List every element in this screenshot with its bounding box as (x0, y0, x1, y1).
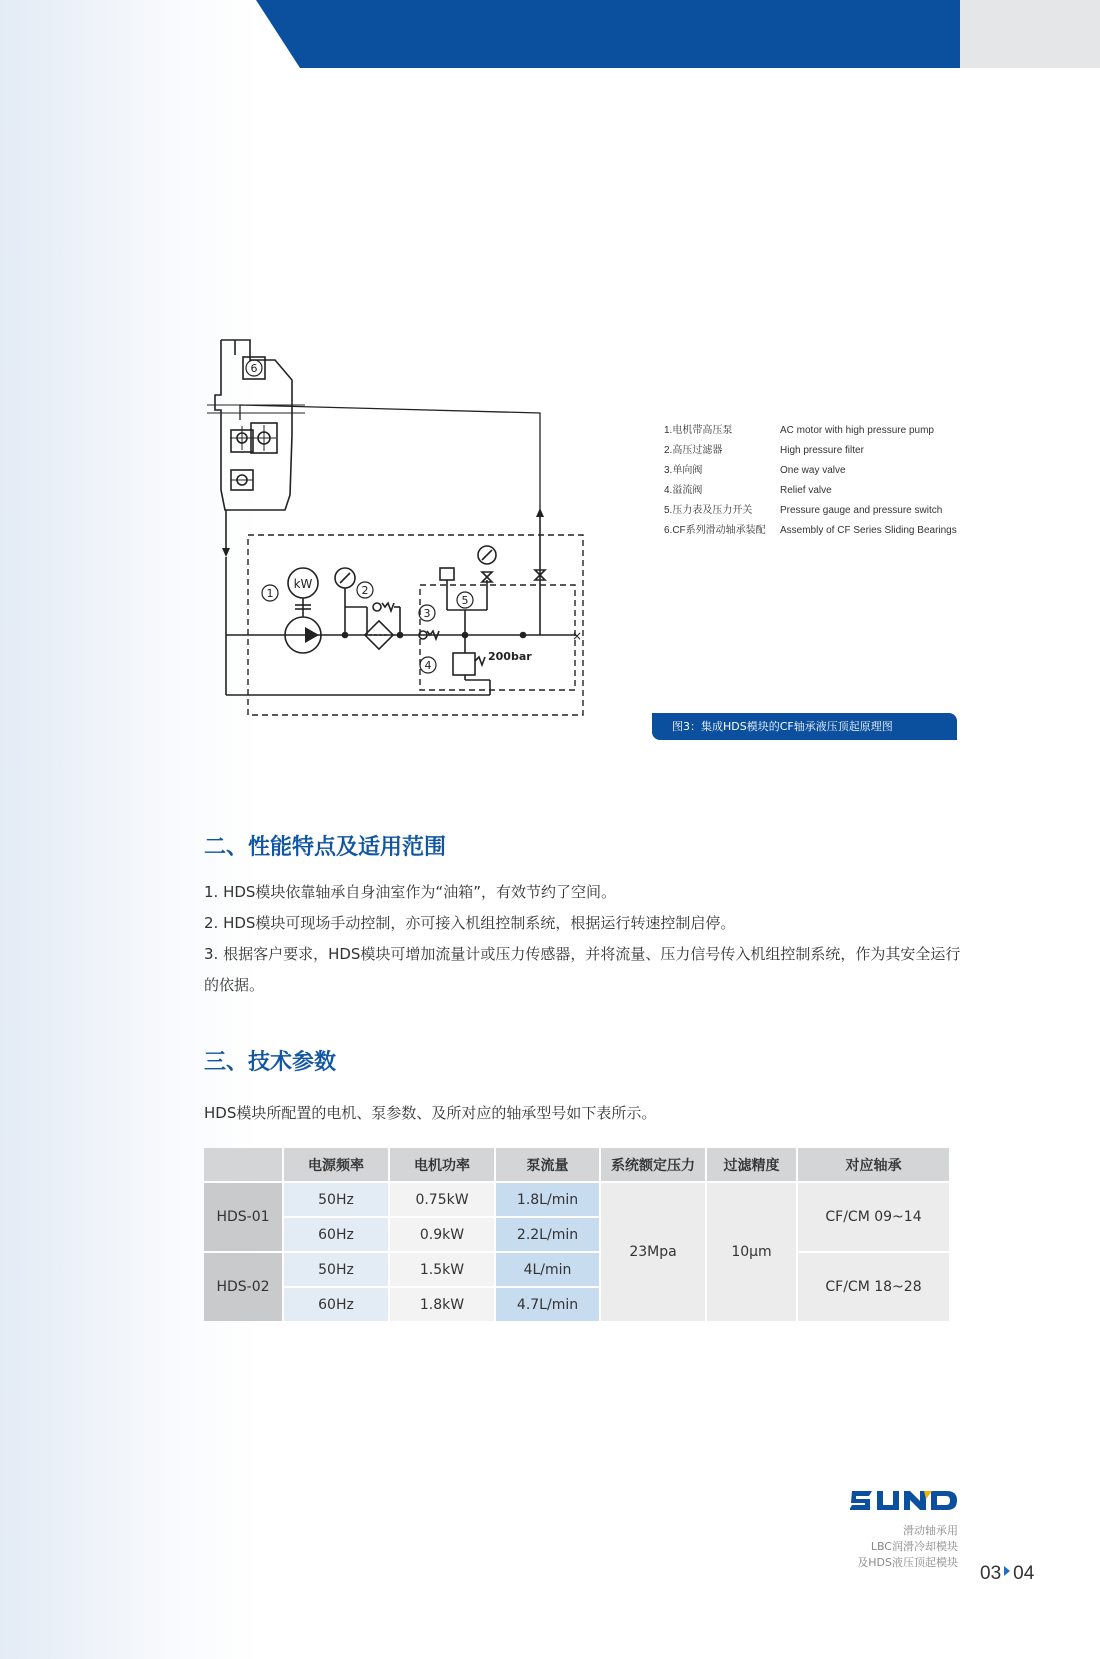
relief-valve-symbol (453, 653, 475, 675)
legend-row (664, 441, 957, 461)
freq-cell: 60Hz (284, 1218, 388, 1251)
flow-cell: 2.2L/min (496, 1218, 599, 1251)
label-5: 5 (461, 594, 469, 607)
legend-cn: 4.溢流阀 (664, 485, 703, 496)
power-cell: 0.75kW (390, 1183, 494, 1216)
header-band (256, 0, 960, 68)
specs-intro: HDS模块所配置的电机、泵参数、及所对应的轴承型号如下表所示。 (204, 1104, 657, 1122)
label-4: 4 (424, 659, 432, 672)
flow-cell: 4.7L/min (496, 1288, 599, 1321)
brand-tagline (857, 1523, 958, 1571)
legend-row (664, 521, 957, 541)
table-row (204, 1183, 949, 1216)
legend-en: AC motor with high pressure pump (780, 425, 934, 436)
table-header-cell: 系统额定压力 (601, 1148, 705, 1181)
label-1: 1 (266, 587, 274, 600)
power-cell: 1.5kW (390, 1253, 494, 1286)
legend-en: High pressure filter (780, 445, 864, 456)
brand-line: 滑动轴承用 (903, 1524, 958, 1537)
legend-row (664, 461, 957, 481)
flow-cell: 4L/min (496, 1253, 599, 1286)
pressure-label: 200bar (488, 650, 532, 663)
feature-item: 3. 根据客户要求，HDS模块可增加流量计或压力传感器，并将流量、压力信号传入机组控制系统，作为其安全运行的依据。 (204, 945, 961, 994)
label-2: 2 (361, 584, 369, 597)
page-right: 04 (1013, 1563, 1035, 1584)
sund-logo (850, 1485, 960, 1515)
label-3: 3 (423, 607, 431, 620)
filter-cell: 10μm (707, 1183, 796, 1321)
legend-en: Relief valve (780, 485, 832, 496)
table-header-cell: 过滤精度 (707, 1148, 796, 1181)
table-header-cell: 电机功率 (390, 1148, 494, 1181)
bearing-cell: CF/CM 18~28 (798, 1253, 949, 1321)
legend-en: Pressure gauge and pressure switch (780, 505, 943, 516)
line-end-mark: × (572, 629, 583, 643)
section-title-specs: 三、技术参数 (204, 1050, 337, 1075)
legend-cn: 6.CF系列滑动轴承装配 (664, 525, 766, 536)
legend-cn: 2.高压过滤器 (664, 445, 723, 456)
table-header-cell: 电源频率 (284, 1148, 388, 1181)
page-left: 03 (980, 1563, 1002, 1584)
power-cell: 1.8kW (390, 1288, 494, 1321)
legend-en: One way valve (780, 465, 846, 476)
freq-cell: 50Hz (284, 1253, 388, 1286)
feature-item: 2. HDS模块可现场手动控制，亦可接入机组控制系统，根据运行转速控制启停。 (204, 914, 736, 932)
header-gray-block (960, 0, 1100, 68)
legend-cn: 5.压力表及压力开关 (664, 505, 753, 516)
legend-cn: 1.电机带高压泵 (664, 425, 733, 436)
table-header-cell: 对应轴承 (798, 1148, 949, 1181)
table-header-cell (204, 1148, 282, 1181)
label-6: 6 (250, 362, 258, 375)
model-cell: HDS-01 (204, 1183, 282, 1251)
page-number (980, 1563, 1034, 1585)
brand-line: 及HDS液压顶起模块 (857, 1556, 958, 1569)
specs-table (202, 1146, 951, 1323)
legend-cn: 3.单向阀 (664, 465, 703, 476)
table-row (204, 1253, 949, 1286)
table-header-row (204, 1148, 949, 1181)
legend-row (664, 481, 957, 501)
freq-cell: 50Hz (284, 1183, 388, 1216)
figure-caption: 图3：集成HDS模块的CF轴承液压顶起原理图 (652, 713, 957, 740)
pressure-cell: 23Mpa (601, 1183, 705, 1321)
legend-row (664, 501, 957, 521)
table-header-cell: 泵流量 (496, 1148, 599, 1181)
section-title-features: 二、性能特点及适用范围 (204, 835, 447, 860)
pressure-switch-symbol (440, 568, 454, 580)
legend-row (664, 421, 957, 441)
hydraulic-schematic (195, 335, 600, 750)
component-legend (664, 421, 957, 541)
power-cell: 0.9kW (390, 1218, 494, 1251)
feature-item: 1. HDS模块依靠轴承自身油室作为“油箱”，有效节约了空间。 (204, 883, 616, 901)
motor-kw-label: kW (293, 577, 313, 591)
freq-cell: 60Hz (284, 1288, 388, 1321)
flow-cell: 1.8L/min (496, 1183, 599, 1216)
legend-en: Assembly of CF Series Sliding Bearings (780, 525, 957, 536)
bearing-cell: CF/CM 09~14 (798, 1183, 949, 1251)
brand-line: LBC润滑冷却模块 (870, 1540, 958, 1553)
model-cell: HDS-02 (204, 1253, 282, 1321)
page-arrow-icon (1004, 1566, 1010, 1576)
